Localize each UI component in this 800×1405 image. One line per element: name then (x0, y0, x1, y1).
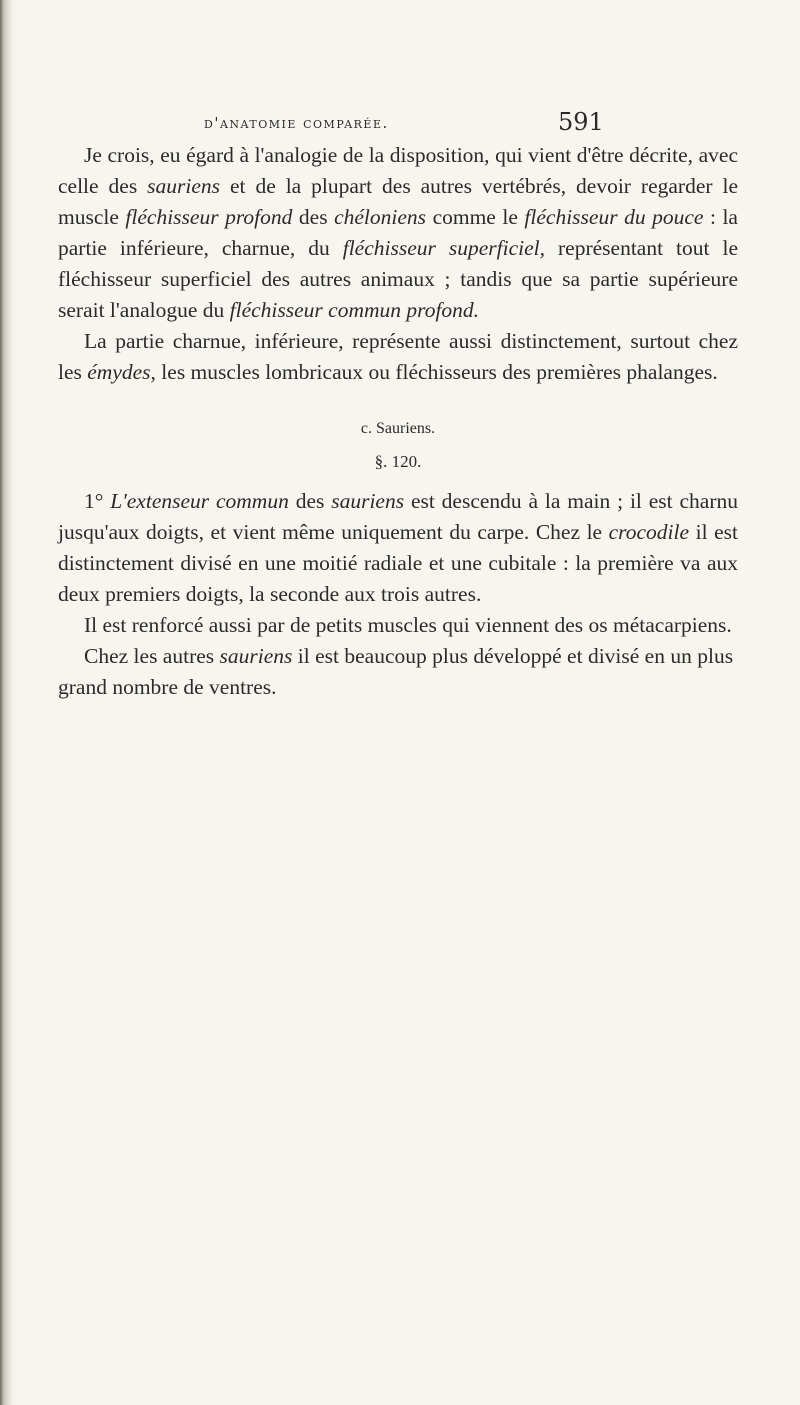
p2-italic-1: émydes (87, 360, 151, 384)
paragraph-4: Il est renforcé aussi par de petits muscles qui viennent des os métacarpiens. (84, 613, 732, 637)
paragraph-2 (58, 326, 738, 388)
book-page (58, 100, 738, 703)
p1-italic-5: fléchisseur superficiel, (342, 236, 546, 260)
page-binding-shadow (0, 0, 14, 1405)
p1-text-1: Je crois, eu égard à l'analogie de la disposition, qui vient d'être décrite, avec celle des (58, 143, 738, 198)
paragraph-3 (58, 486, 738, 610)
p3-italic-1: L'extenseur commun (110, 489, 289, 513)
p1-italic-1: sauriens (147, 174, 221, 198)
p3-italic-3: crocodile (608, 520, 690, 544)
p1-text-6: représentant tout le fléchisseur superficiel des autres animaux ; tandis que sa partie supérieure serait l'analogue du (58, 236, 738, 322)
running-head: d'anatomie comparée. (204, 114, 389, 132)
p1-text-3: des (292, 205, 335, 229)
p2-text-2: , les muscles lombricaux ou fléchisseurs des premières phalanges. (150, 360, 718, 384)
p1-text-4: comme le (426, 205, 525, 229)
page-number: 591 (558, 108, 604, 136)
p2-text-1: La partie charnue, inférieure, représente aussi distinctement, surtout chez les (58, 329, 738, 384)
p1-text-5: : la partie inférieure, charnue, du (58, 205, 738, 260)
p5-text-2: il est beaucoup plus développé et divisé en un plus grand nombre de ventres. (58, 644, 734, 699)
p1-italic-4: fléchisseur du pouce (524, 205, 704, 229)
page-header (58, 100, 738, 140)
p1-text-2: et de la plupart des autres vertébrés, devoir regarder le muscle (58, 174, 738, 229)
p1-italic-2: fléchisseur profond (125, 205, 293, 229)
p3-text-1: 1° (84, 489, 111, 513)
p3-text-3: est descendu à la main ; il est charnu jusqu'aux doigts, et vient même uniquement du carpe. Chez le (58, 489, 738, 544)
paragraph-5 (58, 641, 738, 703)
p1-italic-6: fléchisseur commun profond. (229, 298, 480, 322)
p5-text-1: Chez les autres (84, 644, 220, 668)
section-number: §. 120. (374, 452, 422, 471)
p3-italic-2: sauriens (331, 489, 405, 513)
section-title: c. Sauriens. (360, 420, 436, 437)
paragraph-1 (58, 140, 738, 326)
p3-text-4: il est distinctement divisé en une moitié radiale et une cubitale : la première va aux deux premiers doigts, la seconde aux trois autres. (58, 520, 738, 606)
p1-italic-3: chéloniens (334, 205, 427, 229)
p3-text-2: des (288, 489, 332, 513)
p5-italic-1: sauriens (219, 644, 293, 668)
